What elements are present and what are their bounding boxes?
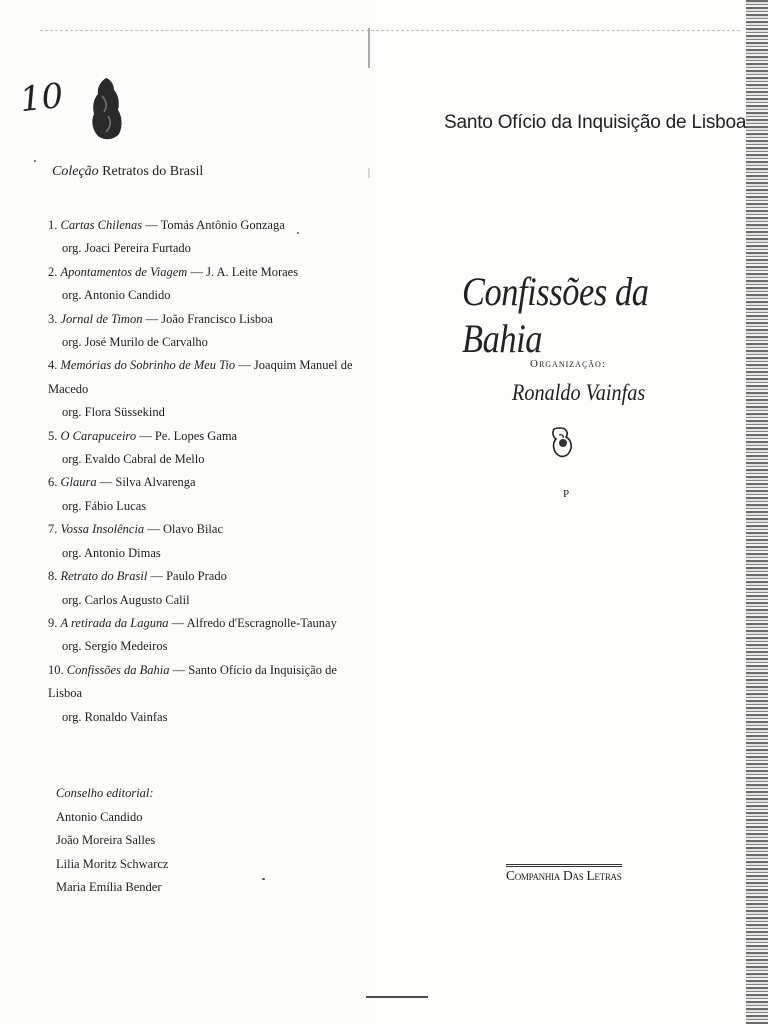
book-entry-author: J. A. Leite Moraes: [206, 264, 299, 279]
printer-mark: P: [563, 488, 570, 500]
book-entry-author: Santo Ofício da Inquisição de Lisboa: [48, 662, 337, 701]
book-number: 5.: [48, 428, 58, 443]
book-number: 3.: [48, 311, 58, 326]
book-entry: 8. Retrato do Brasil — Paulo Prado: [48, 569, 227, 584]
book-organizer: org. Sergio Medeiros: [62, 639, 168, 654]
book-entry-author: Silva Alvarenga: [115, 475, 196, 490]
editorial-council: [56, 782, 168, 900]
collection-emblem-icon: [550, 425, 574, 459]
organizer-name: Ronaldo Vainfas: [512, 380, 646, 405]
book-entry-author: Pe. Lopes Gama: [154, 428, 238, 443]
book-organizer: org. Flora Süssekind: [62, 405, 165, 420]
council-member: João Moreira Salles: [56, 833, 156, 847]
book-entry-author: Paulo Prado: [166, 569, 227, 584]
collection-label: Coleção: [52, 164, 99, 179]
book-entry: 2. Apontamentos de Viagem — J. A. Leite Moraes: [48, 264, 299, 279]
book-number: 6.: [48, 475, 58, 490]
council-member: Antonio Candido: [56, 809, 143, 824]
book-entry: 9. A retirada da Laguna — Alfredo d'Escragnolle-Taunay: [48, 615, 337, 630]
book-organizer: org. Evaldo Cabral de Mello: [62, 452, 205, 467]
book-entry: 6. Glaura — Silva Alvarenga: [48, 475, 196, 490]
book-organizer: org. Ronaldo Vainfas: [62, 709, 168, 724]
book-entry-author: João Francisco Lisboa: [161, 311, 273, 326]
organization-label: Organização:: [530, 358, 606, 370]
book-entry-author: Olavo Bilac: [162, 522, 223, 537]
book-entry: 3. Jornal de Timon — João Francisco Lisboa: [48, 311, 273, 326]
book-entry-title: Apontamentos de Viagem: [60, 264, 188, 279]
book-number: 7.: [48, 522, 58, 537]
book-entry: 1. Cartas Chilenas — Tomás Antônio Gonzaga: [48, 218, 285, 232]
book-number: 1.: [48, 218, 58, 232]
book-entry: 10. Confissões da Bahia — Santo Ofício da Inquisição de Lisboa: [48, 662, 337, 701]
book-number: 9.: [48, 615, 58, 630]
book-organizer: org. José Murilo de Carvalho: [62, 335, 208, 350]
book-entry-title: Glaura: [60, 475, 97, 490]
book-entry: 4. Memórias do Sobrinho de Meu Tio — Joaquim Manuel de Macedo: [48, 358, 353, 396]
book-entry-title: Vossa Insolência: [60, 522, 145, 537]
book-list: [48, 214, 368, 729]
book-number: 10.: [48, 662, 64, 677]
scan-top-artifact: [40, 30, 740, 32]
publisher-logo-icon: [88, 76, 124, 142]
council-heading: Conselho editorial:: [56, 786, 154, 800]
page-edge: [746, 0, 768, 1024]
book-entry-title: Memórias do Sobrinho de Meu Tio: [60, 358, 236, 373]
collection-line: [52, 164, 203, 180]
scan-speck: [297, 232, 299, 234]
book-entry-title: Cartas Chilenas: [60, 218, 143, 232]
book-number: 2.: [48, 264, 58, 279]
book-entry-title: Retrato do Brasil: [60, 569, 148, 584]
book-entry-title: Confissões da Bahia: [66, 662, 170, 677]
book-entry: 7. Vossa Insolência — Olavo Bilac: [48, 522, 223, 537]
book-entry-title: A retirada da Laguna: [60, 615, 169, 630]
book-author: Santo Ofício da Inquisição de Lisboa: [444, 112, 747, 133]
handwritten-number: 10: [18, 75, 66, 121]
book-entry-title: O Carapuceiro: [60, 428, 137, 443]
publisher-logo: Companhia Das Letras: [506, 864, 622, 884]
scan-speck: [34, 160, 36, 162]
book-organizer: org. Antonio Dimas: [62, 545, 161, 560]
book-number: 8.: [48, 569, 58, 584]
book-organizer: org. Joaci Pereira Furtado: [62, 241, 191, 256]
book-entry-title: Jornal de Timon: [60, 311, 143, 326]
book-organizer: org. Carlos Augusto Calil: [62, 592, 190, 607]
council-member: Lilia Moritz Schwarcz: [56, 856, 169, 871]
book-organizer: org. Fábio Lucas: [62, 498, 147, 513]
scan-speck: [262, 878, 265, 880]
book-organizer: org. Antonio Candido: [62, 288, 171, 303]
book-number: 4.: [48, 358, 58, 373]
council-member: Maria Emília Bender: [56, 880, 162, 894]
book-title: Confissões da Bahia: [462, 269, 649, 361]
book-entry-author: Tomás Antônio Gonzaga: [160, 218, 285, 232]
book-entry-author: Joaquim Manuel de Macedo: [48, 358, 353, 396]
book-entry: 5. O Carapuceiro — Pe. Lopes Gama: [48, 428, 238, 443]
scan-bottom-artifact: [366, 996, 428, 998]
book-entry-author: Alfredo d'Escragnolle-Taunay: [186, 615, 337, 630]
collection-name: Retratos do Brasil: [102, 164, 204, 179]
book-gutter: [368, 28, 370, 1008]
